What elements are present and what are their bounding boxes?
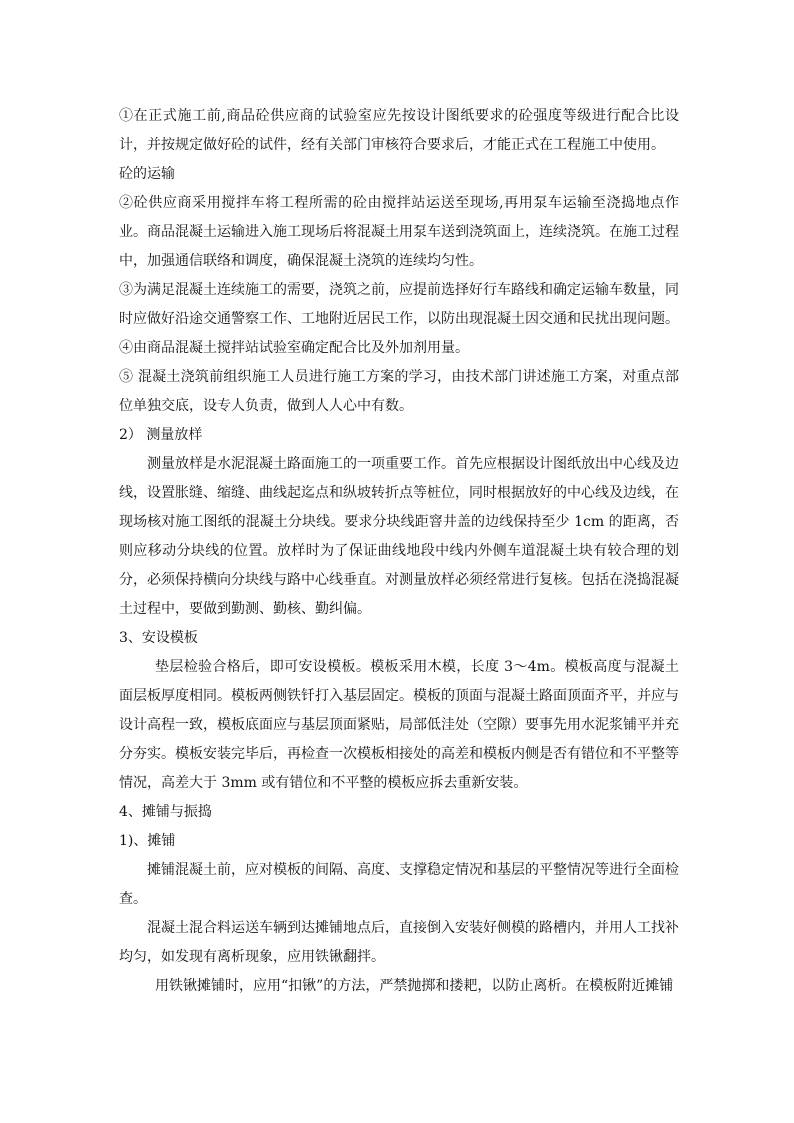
paragraph-4: ④由商品混凝土搅拌站试验室确定配合比及外加剂用量。 <box>119 340 469 356</box>
document-body <box>119 102 679 1001</box>
paragraph-5: ⑤ 混凝土浇筑前组织施工人员进行施工方案的学习，由技术部门讲述施工方案，对重点部位单独交底，设专人负责，做到人人心中有数。 <box>119 369 679 414</box>
section-heading-survey-layout: 2） 测量放样 <box>119 427 203 443</box>
section-heading-concrete-transport: 砼的运输 <box>119 166 175 182</box>
paragraph-1: ①在正式施工前,商品砼供应商的试验室应先按设计图纸要求的砼强度等级进行配合比设计，并按规定做好砼的试件，经有关部门审核符合要求后，才能正式在工程施工中使用。 <box>119 108 679 153</box>
paragraph-paving-shovel: 用铁锹摊铺时，应用“扣锹”的方法，严禁抛掷和搂耙，以防止离析。在模板附近摊铺 <box>155 978 674 994</box>
section-heading-paving-vibrating: 4、摊铺与振捣 <box>119 804 212 820</box>
paragraph-survey-layout: 测量放样是水泥混凝土路面施工的一项重要工作。首先应根据设计图纸放出中心线及边线，设置胀缝、缩缝、曲线起迄点和纵坡转折点等桩位，同时根据放好的中心线及边线，在现场核对施工图纸的混凝土分块线。要求分块线距窨井盖的边线保持至少 1cm 的距离，否则应移动分块线的位置。放样时为了保证曲线地段中线内外侧车道混凝土块有较合理的划分，必须保持横向分块线与路中心线垂直。对测量放样必须经常进行复核。包括在浇捣混凝土过程中，要做到勤测、勤核、勤纠偏。 <box>119 456 679 617</box>
paragraph-paving-delivery: 混凝土混合料运送车辆到达摊铺地点后，直接倒入安装好侧模的路槽内，并用人工找补均匀，如发现有离析现象，应用铁锹翻拌。 <box>119 920 679 965</box>
paragraph-formwork: 垫层检验合格后，即可安设模板。模板采用木模，长度 3～4m。模板高度与混凝土面层板厚度相同。模板两侧铁钎打入基层固定。模板的顶面与混凝土路面顶面齐平，并应与设计高程一致，模板底面应与基层顶面紧贴，局部低洼处（空隙）要事先用水泥浆铺平并充分夯实。模板安装完毕后，再检查一次模板相接处的高差和模板内侧是否有错位和不平整等情况，高差大于 3mm 或有错位和不平整的模板应拆去重新安装。 <box>119 659 679 791</box>
subsection-heading-paving: 1)、摊铺 <box>119 833 176 849</box>
paragraph-paving-check: 摊铺混凝土前，应对模板的间隔、高度、支撑稳定情况和基层的平整情况等进行全面检查。 <box>119 862 679 907</box>
paragraph-2: ②砼供应商采用搅拌车将工程所需的砼由搅拌站运送至现场,再用泵车运输至浇捣地点作业。商品混凝土运输进入施工现场后将混凝土用泵车送到浇筑面上，连续浇筑。在施工过程中，加强通信联络和调度，确保混凝土浇筑的连续均匀性。 <box>119 195 679 269</box>
section-heading-formwork: 3、安设模板 <box>119 630 198 646</box>
paragraph-3: ③为满足混凝土连续施工的需要，浇筑之前，应提前选择好行车路线和确定运输车数量，同时应做好沿途交通警察工作、工地附近居民工作，以防出现混凝土因交通和民扰出现问题。 <box>119 282 679 327</box>
